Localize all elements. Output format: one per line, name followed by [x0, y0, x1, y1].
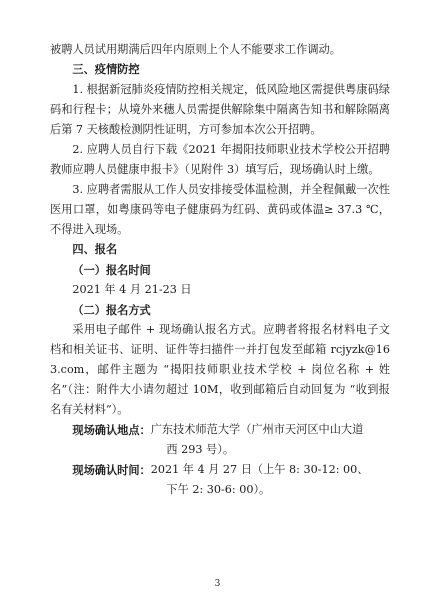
subheading-registration-method: （二）报名方式 [72, 303, 151, 317]
confirmation-location [50, 420, 390, 460]
confirmation-location-value [151, 420, 390, 460]
page-content [50, 40, 390, 500]
confirmation-time-line-2: 下午 2: 30-6: 00）。 [166, 483, 271, 496]
paragraph-temperature-check: 3. 应聘者需服从工作人员安排接受体温检测，并全程佩戴一次性医用口罩，如粤康码等电子健康码为红码、黄码或体温≥ 37.3 ℃，不得进入现场。 [50, 183, 390, 236]
subheading-registration-time: （一）报名时间 [72, 263, 151, 277]
confirmation-time [50, 460, 390, 500]
registration-date: 2021 年 4 月 21-23 日 [72, 283, 192, 296]
confirmation-time-line-1: 2021 年 4 月 27 日（上午 8: 30-12: 00、 [150, 463, 369, 476]
paragraph-email-registration: 采用电子邮件 + 现场确认报名方式。应聘者将报名材料电子文档和相关证书、证明、证件等扫描件一并打包发至邮箱 rcjyzk@163.com，邮件主题为 “揭阳技师职业技术学校 + 岗位名称 + 姓名”（注：附件大小请勿超过 10M，收到邮箱后自动回复为 “收到报名有关材料”）。 [50, 323, 390, 416]
confirmation-time-label: 现场确认时间： [72, 463, 151, 477]
heading-registration: 四、报名 [72, 243, 118, 256]
confirmation-location-line-2: 西 293 号）。 [166, 443, 235, 456]
heading-epidemic-prevention: 三、疫情防控 [72, 63, 140, 76]
paragraph-transfer-rule: 被聘人员试用期满后四年内原则上个人不能要求工作调动。 [50, 43, 341, 56]
page-number: 3 [214, 579, 221, 589]
confirmation-location-label: 现场确认地点： [72, 423, 151, 437]
confirmation-time-value [151, 460, 390, 500]
paragraph-health-code: 1. 根据新冠肺炎疫情防控相关规定，低风险地区需提供粤康码绿码和行程卡；从境外来穗人员需提供解除集中隔离告知书和解除隔离后第 7 天核酸检测阴性证明，方可参加本次公开招聘。 [50, 83, 390, 136]
paragraph-health-card: 2. 应聘人员自行下载《2021 年揭阳技师职业技术学校公开招聘教师应聘人员健康申报卡》（见附件 3）填写后，现场确认时上缴。 [50, 143, 390, 176]
confirmation-location-line-1: 广东技术师范大学（广州市天河区中山大道 [150, 423, 364, 436]
